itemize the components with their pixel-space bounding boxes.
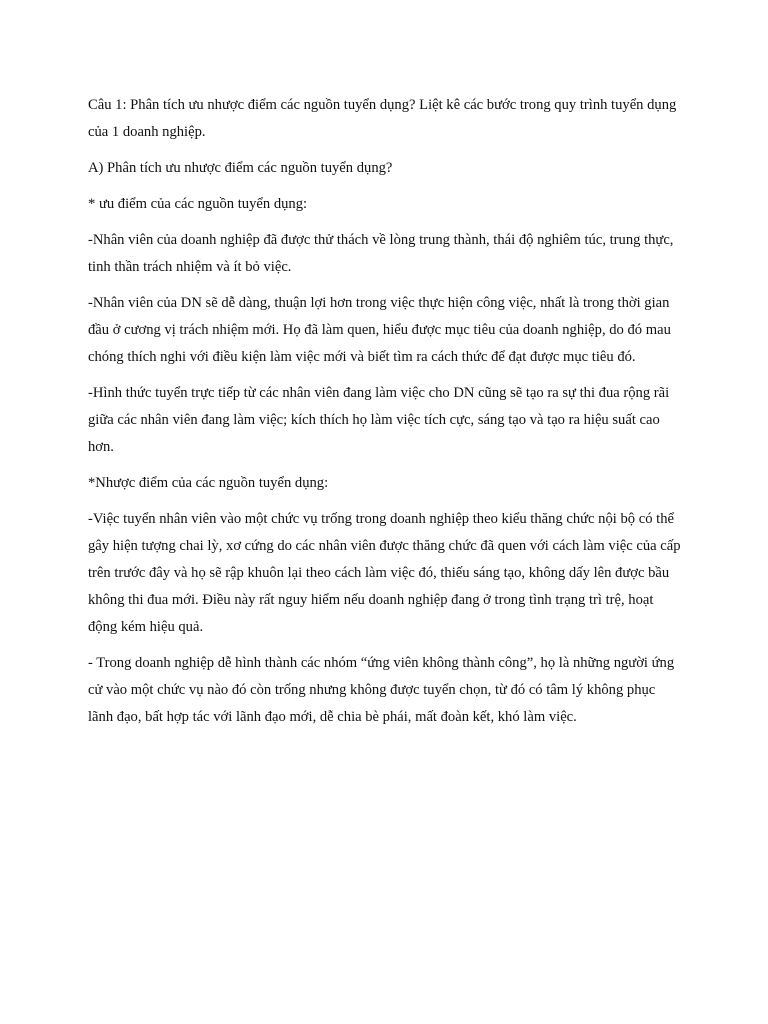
advantage-paragraph: -Hình thức tuyển trực tiếp từ các nhân viên đang làm việc cho DN cũng sẽ tạo ra sự thi đua rộng rãi giữa các nhân viên đang làm việc; kích thích họ làm việc tích cực, sáng tạo và tạo ra hiệu suất cao hơn. xyxy=(88,385,670,455)
section-heading: A) Phân tích ưu nhược điểm các nguồn tuyển dụng? xyxy=(88,160,393,176)
advantage-paragraph: -Nhân viên của doanh nghiệp đã được thử thách về lòng trung thành, thái độ nghiêm túc, trung thực, tinh thần trách nhiệm và ít bỏ việc. xyxy=(88,232,674,275)
disadvantage-paragraph: - Trong doanh nghiệp dễ hình thành các nhóm “ứng viên không thành công”, họ là những người ứng cử vào một chức vụ nào đó còn trống nhưng không được tuyển chọn, từ đó có tâm lý không phục lãnh đạo, bất hợp tác với lãnh đạo mới, dễ chia bè phái, mất đoàn kết, khó làm việc. xyxy=(88,655,675,725)
question-heading: Câu 1: Phân tích ưu nhược điểm các nguồn tuyển dụng? Liệt kê các bước trong quy trình tuyển dụng của 1 doanh nghiệp. xyxy=(88,97,677,140)
disadvantage-paragraph: -Việc tuyển nhân viên vào một chức vụ trống trong doanh nghiệp theo kiểu thăng chức nội bộ có thể gây hiện tượng chai lỳ, xơ cứng do các nhân viên được thăng chức đã quen với cách làm việc của cấp trên trước đây và họ sẽ rập khuôn lại theo cách làm việc đó, thiếu sáng tạo, không dấy lên được bầu không thi đua mới. Điều này rất nguy hiểm nếu doanh nghiệp đang ở trong tình trạng trì trệ, hoạt động kém hiệu quả. xyxy=(88,511,681,635)
advantages-heading: * ưu điểm của các nguồn tuyển dụng: xyxy=(88,196,308,212)
advantage-paragraph: -Nhân viên của DN sẽ dễ dàng, thuận lợi hơn trong việc thực hiện công việc, nhất là trong thời gian đầu ở cương vị trách nhiệm mới. Họ đã làm quen, hiểu được mục tiêu của doanh nghiệp, do đó mau chóng thích nghi với điều kiện làm việc mới và biết tìm ra cách thức để đạt được mục tiêu đó. xyxy=(88,295,671,365)
document-page xyxy=(88,92,684,740)
disadvantages-heading: *Nhược điểm của các nguồn tuyển dụng: xyxy=(88,475,329,491)
